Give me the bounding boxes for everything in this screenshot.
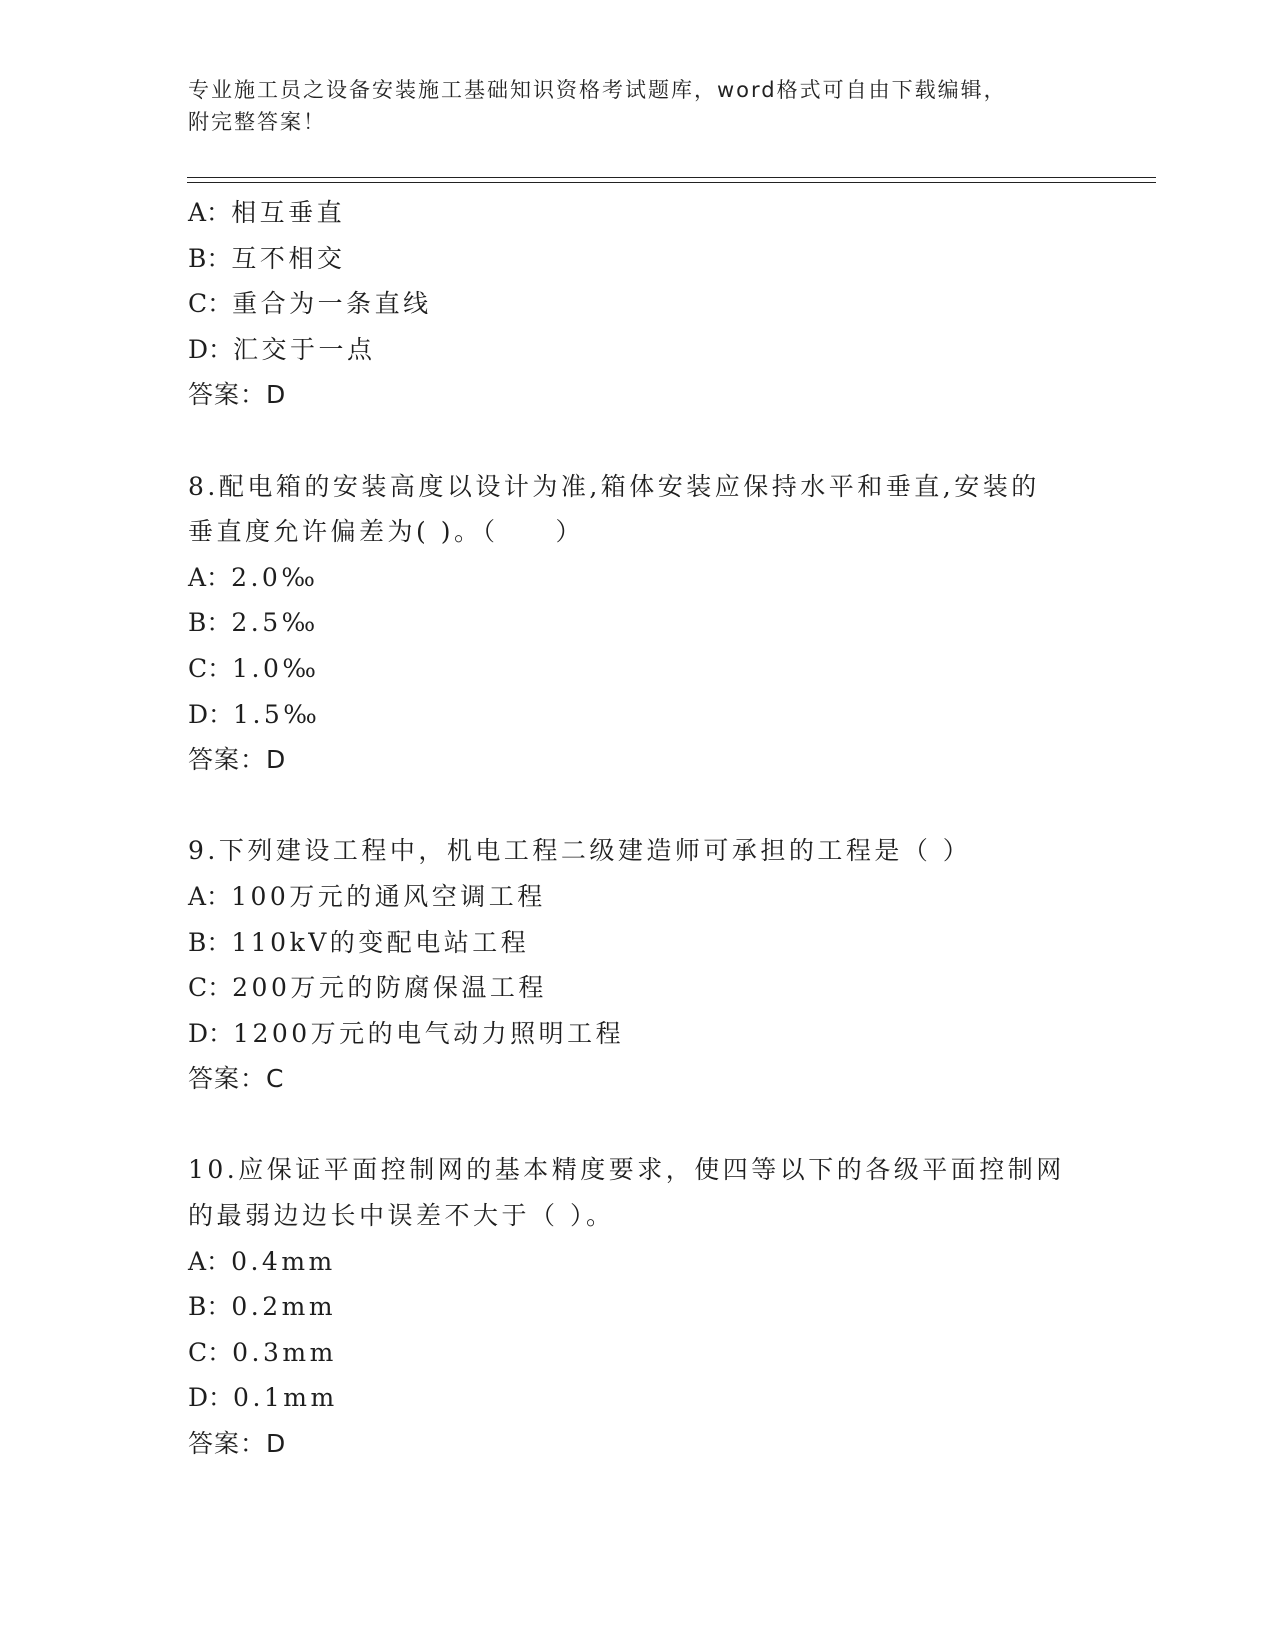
option-letter: C： xyxy=(188,653,233,683)
option-text: 互不相交 xyxy=(231,243,346,273)
option-letter: D： xyxy=(188,1018,234,1048)
option-letter: A： xyxy=(188,198,232,227)
answer-line: 答案：D xyxy=(188,1429,287,1459)
option-b xyxy=(188,236,1128,282)
option-text: 100万元的通风空调工程 xyxy=(231,881,546,911)
option-letter: C： xyxy=(188,1337,233,1367)
answer-line: 答案：D xyxy=(188,745,287,775)
option-a xyxy=(188,1239,1128,1285)
question-spacer xyxy=(188,418,1128,464)
option-b xyxy=(188,920,1128,966)
question-spacer xyxy=(188,1102,1128,1148)
option-letter: A： xyxy=(188,562,232,592)
option-c xyxy=(188,1330,1128,1376)
option-c xyxy=(188,281,1128,327)
document-header xyxy=(188,74,1088,138)
option-b xyxy=(188,600,1128,646)
header-rule-bottom xyxy=(187,182,1156,183)
answer-line: 答案：D xyxy=(188,380,287,410)
option-text: 0.1mm xyxy=(233,1383,338,1413)
question-stem-line-2: 的最弱边边长中误差不大于（ ）。 xyxy=(188,1201,615,1231)
option-text: 200万元的防腐保温工程 xyxy=(232,973,547,1003)
answer-line: 答案：C xyxy=(188,1064,285,1094)
header-line-1: 专业施工员之设备安装施工基础知识资格考试题库，word格式可自由下载编辑， xyxy=(188,78,1007,102)
option-c xyxy=(188,965,1128,1011)
option-text: 0.3mm xyxy=(232,1337,337,1367)
option-letter: B： xyxy=(188,243,232,273)
option-d xyxy=(188,692,1128,738)
question-list xyxy=(188,190,1128,1467)
option-letter: D： xyxy=(188,334,234,364)
option-letter: D： xyxy=(188,699,234,729)
option-a xyxy=(188,874,1128,920)
option-letter: B： xyxy=(188,608,232,638)
option-text: 汇交于一点 xyxy=(233,334,376,364)
option-letter: C： xyxy=(188,973,233,1003)
option-a xyxy=(188,190,1128,236)
option-text: 相互垂直 xyxy=(231,198,346,227)
question-8 xyxy=(188,464,1128,783)
question-stem-line-1: 9.下列建设工程中，机电工程二级建造师可承担的工程是（ ） xyxy=(188,836,972,866)
option-text: 2.0‰ xyxy=(231,562,319,592)
question-10 xyxy=(188,1147,1128,1466)
option-a xyxy=(188,555,1128,601)
option-text: 0.4mm xyxy=(231,1246,336,1276)
option-letter: C： xyxy=(188,289,233,319)
question-stem-line-1: 8.配电箱的安装高度以设计为准,箱体安装应保持水平和垂直,安装的 xyxy=(188,471,1040,501)
option-letter: A： xyxy=(188,881,232,911)
option-c xyxy=(188,646,1128,692)
question-7 xyxy=(188,190,1128,418)
option-letter: B： xyxy=(188,927,232,957)
option-text: 1.5‰ xyxy=(233,699,321,729)
option-text: 1.0‰ xyxy=(232,653,320,683)
option-text: 1200万元的电气动力照明工程 xyxy=(233,1018,625,1048)
question-spacer xyxy=(188,783,1128,829)
option-d xyxy=(188,327,1128,373)
option-d xyxy=(188,1011,1128,1057)
option-text: 110kV的变配电站工程 xyxy=(231,927,530,957)
question-9 xyxy=(188,828,1128,1102)
option-text: 0.2mm xyxy=(231,1292,337,1322)
header-rule-top xyxy=(187,177,1156,178)
option-letter: A： xyxy=(188,1246,232,1276)
header-line-2: 附完整答案！ xyxy=(188,110,326,134)
option-letter: D： xyxy=(188,1383,234,1413)
question-stem-line-1: 10.应保证平面控制网的基本精度要求，使四等以下的各级平面控制网 xyxy=(188,1155,1065,1185)
option-text: 重合为一条直线 xyxy=(232,289,432,319)
question-stem-line-2: 垂直度允许偏差为( )。（ ） xyxy=(188,517,584,547)
option-d xyxy=(188,1375,1128,1421)
option-b xyxy=(188,1284,1128,1330)
option-text: 2.5‰ xyxy=(231,608,319,638)
option-letter: B： xyxy=(188,1292,232,1322)
